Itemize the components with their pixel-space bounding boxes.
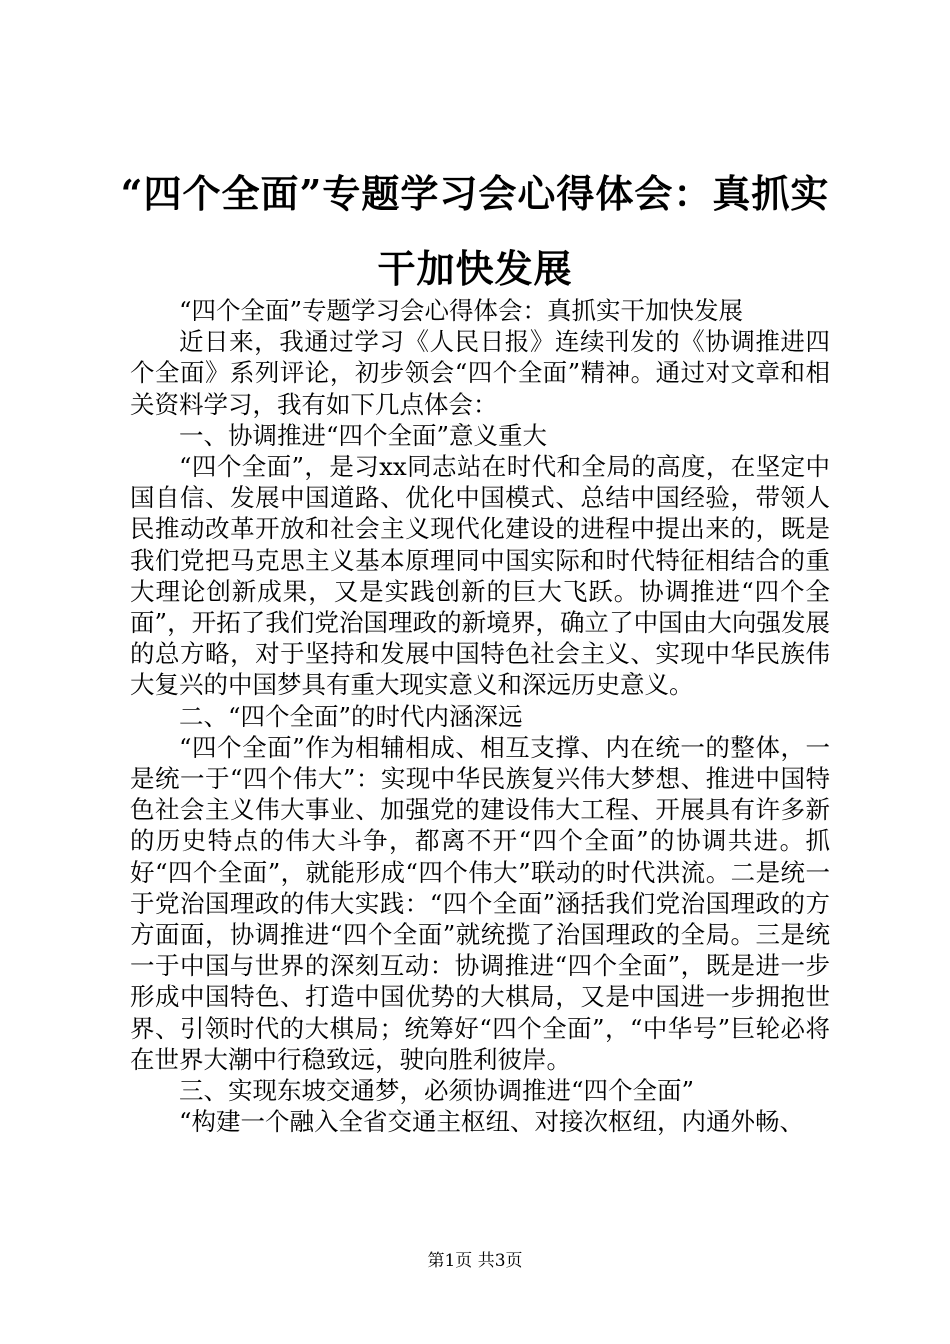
section-heading-1: 一、协调推进“四个全面”意义重大 — [179, 420, 548, 450]
section-2-paragraph: “四个全面”作为相辅相成、相互支撑、内在统一的整体，一是统一于“四个伟大”：实现中华民族复兴伟大梦想、推进中国特色社会主义伟大事业、加强党的建设伟大工程、开展具有许多新的历史特点的伟大斗争，都离不开“四个全面”的协调共进。抓好“四个全面”，就能形成“四个伟大”联动的时代洪流。二是统一于党治国理政的伟大实践：“四个全面”涵括我们党治国理政的方方面面，协调推进“四个全面”就统揽了治国理政的全局。三是统一于中国与世界的深刻互动：协调推进“四个全面”，既是进一步形成中国特色、打造中国优势的大棋局，又是中国进一步拥抱世界、引领时代的大棋局；统筹好“四个全面”，“中华号”巨轮必将在世界大潮中行稳致远，驶向胜利彼岸。 — [130, 732, 830, 1074]
section-heading-3: 三、实现东坡交通梦，必须协调推进“四个全面” — [179, 1076, 695, 1106]
intro-paragraph: 近日来，我通过学习《人民日报》连续刊发的《协调推进四个全面》系列评论，初步领会“四个全面”精神。通过对文章和相关资料学习，我有如下几点体会： — [130, 327, 830, 419]
document-title: “四个全面”专题学习会心得体会：真抓实干加快发展 — [120, 171, 830, 291]
page-footer: 第1页 共3页 — [427, 1251, 523, 1271]
document-body — [130, 295, 830, 1137]
section-3-paragraph: “构建一个融入全省交通主枢纽、对接次枢纽，内通外畅、 — [179, 1107, 805, 1137]
subtitle-paragraph: “四个全面”专题学习会心得体会：真抓实干加快发展 — [179, 296, 744, 325]
section-1-paragraph: “四个全面”，是习xx同志站在时代和全局的高度，在坚定中国自信、发展中国道路、优化中国模式、总结中国经验，带领人民推动改革开放和社会主义现代化建设的进程中提出来的，既是我们党把马克思主义基本原理同中国实际和时代特征相结合的重大理论创新成果，又是实践创新的巨大飞跃。协调推进“四个全面”，开拓了我们党治国理政的新境界，确立了中国由大向强发展的总方略，对于坚持和发展中国特色社会主义、实现中华民族伟大复兴的中国梦具有重大现实意义和深远历史意义。 — [130, 452, 830, 700]
section-heading-2: 二、“四个全面”的时代内涵深远 — [179, 701, 523, 731]
